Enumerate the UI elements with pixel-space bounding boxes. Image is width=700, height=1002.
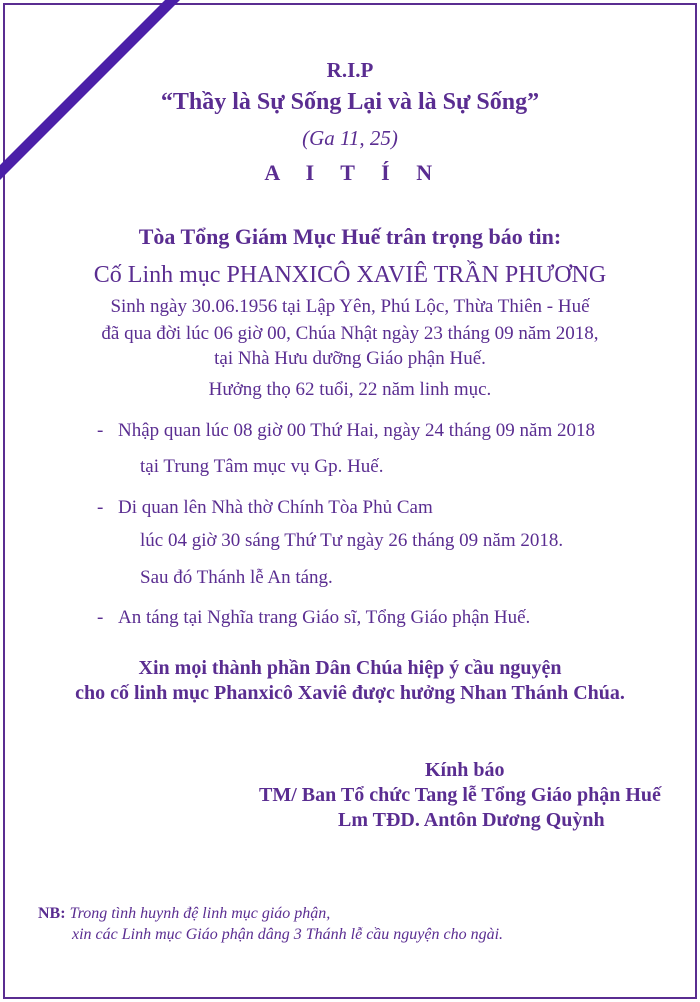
schedule-item-procession <box>97 497 433 519</box>
note-label: NB: <box>38 905 66 922</box>
death-info: đã qua đời lúc 06 giờ 00, Chúa Nhật ngày 23 tháng 09 năm 2018, <box>101 323 599 344</box>
schedule-item-encoffin <box>97 420 595 442</box>
announcement-title: A I T Í N <box>264 160 436 185</box>
prayer-request-line: cho cố linh mục Phanxicô Xaviê được hưởng Nhan Thánh Chúa. <box>75 682 625 704</box>
death-place: tại Nhà Hưu dưỡng Giáo phận Huế. <box>214 348 486 369</box>
birth-info: Sinh ngày 30.06.1956 tại Lập Yên, Phú Lộc, Thừa Thiên - Huế <box>110 296 590 317</box>
announcement-intro: Tòa Tổng Giám Mục Huế trân trọng báo tin: <box>138 224 562 249</box>
schedule-item-text: Di quan lên Nhà thờ Chính Tòa Phủ Cam <box>118 497 433 518</box>
rip-heading: R.I.P <box>326 58 374 82</box>
schedule-item-text: Nhập quan lúc 08 giờ 00 Thứ Hai, ngày 24 tháng 09 năm 2018 <box>118 420 595 441</box>
list-dash: - <box>97 497 104 518</box>
note-line: xin các Linh mục Giáo phận dâng 3 Thánh lễ cầu nguyện cho ngài. <box>72 926 504 943</box>
schedule-item-continuation: lúc 04 giờ 30 sáng Thứ Tư ngày 26 tháng 09 năm 2018. <box>140 530 564 551</box>
schedule-item-burial <box>97 607 531 629</box>
signature-name: Lm TĐD. Antôn Dương Quỳnh <box>338 809 605 831</box>
schedule-item-continuation: tại Trung Tâm mục vụ Gp. Huế. <box>140 456 384 477</box>
note-line <box>38 905 330 923</box>
schedule-item-continuation: Sau đó Thánh lễ An táng. <box>140 567 333 588</box>
note-text: Trong tình huynh đệ linh mục giáo phận, <box>69 905 331 922</box>
scripture-reference: (Ga 11, 25) <box>302 126 398 150</box>
age-info: Hưởng thọ 62 tuổi, 22 năm linh mục. <box>208 379 492 400</box>
scripture-quote: “Thầy là Sự Sống Lại và là Sự Sống” <box>160 89 540 115</box>
list-dash: - <box>97 420 104 441</box>
list-dash: - <box>97 607 104 628</box>
deceased-name: Cố Linh mục PHANXICÔ XAVIÊ TRẦN PHƯƠNG <box>93 262 607 288</box>
prayer-request-line: Xin mọi thành phần Dân Chúa hiệp ý cầu nguyện <box>138 657 562 679</box>
signature-greeting: Kính báo <box>425 759 505 781</box>
signature-organization: TM/ Ban Tổ chức Tang lễ Tổng Giáo phận Huế <box>259 784 661 806</box>
schedule-item-text: An táng tại Nghĩa trang Giáo sĩ, Tổng Giáo phận Huế. <box>118 607 531 628</box>
